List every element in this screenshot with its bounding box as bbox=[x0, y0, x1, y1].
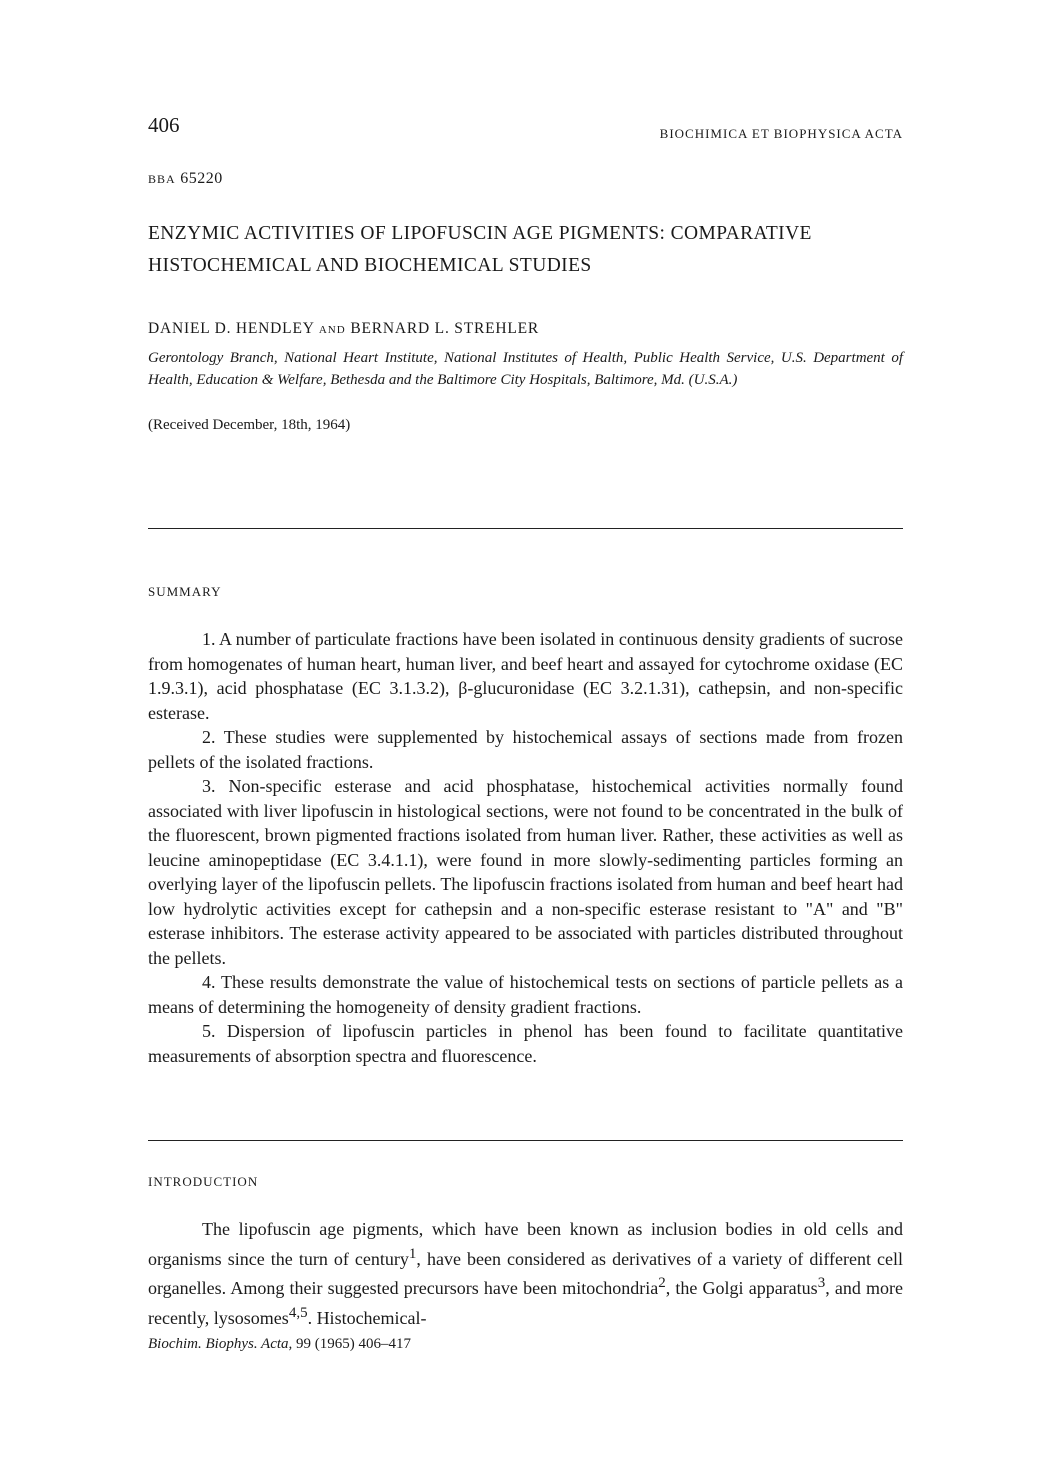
summary-paragraph-4: 4. These results demonstrate the value of histochemical tests on sections of particle pellets as a means of determining the homogeneity of density gradient fractions. bbox=[148, 972, 903, 1017]
authors bbox=[148, 320, 539, 338]
author-1: DANIEL D. HENDLEY bbox=[148, 320, 315, 337]
summary-body bbox=[148, 627, 903, 1068]
article-title: ENZYMIC ACTIVITIES OF LIPOFUSCIN AGE PIGMENTS: COMPARATIVE HISTOCHEMICAL AND BIOCHEMICAL STUDIES bbox=[148, 223, 812, 276]
introduction-paragraph bbox=[148, 1217, 903, 1330]
bba-prefix: BBA bbox=[148, 172, 176, 186]
summary-heading: SUMMARY bbox=[148, 584, 222, 599]
author-2: BERNARD L. STREHLER bbox=[350, 320, 540, 337]
received-date: (Received December, 18th, 1964) bbox=[148, 417, 351, 433]
reference-1: 1 bbox=[408, 1245, 417, 1262]
journal-name: BIOCHIMICA ET BIOPHYSICA ACTA bbox=[659, 126, 903, 141]
intro-text-4: , and more recently, lysosomes bbox=[148, 1278, 903, 1328]
summary-paragraph-3: 3. Non-specific esterase and acid phosphatase, histochemical activities normally found associated with liver lipofuscin in histological sections, were not found to be concentrated in the bulk of the fluorescent, brown pigmented fractions isolated from human liver. Rather, these activities as well as leucine aminopeptidase (EC 3.4.1.1), were found in more slowly-sedimenting particles forming an overlying layer of the lipofuscin pellets. The lipofuscin fractions isolated from human and beef heart had low hydrolytic activities except for cathepsin and a non-specific esterase resistant to "A" and "B" esterase inhibitors. The esterase activity appeared to be associated with particles distributed throughout the pellets. bbox=[148, 776, 903, 968]
author-joiner: AND bbox=[318, 324, 346, 336]
summary-paragraph-2: 2. These studies were supplemented by histochemical assays of sections made from frozen pellets of the isolated fractions. bbox=[148, 727, 903, 772]
intro-text-5: . Histochemical- bbox=[307, 1307, 427, 1328]
page-number: 406 bbox=[148, 113, 180, 137]
introduction-heading: INTRODUCTION bbox=[148, 1174, 259, 1189]
footer-volume: 99 (1965) 406–417 bbox=[296, 1336, 412, 1352]
divider-top bbox=[148, 528, 903, 529]
intro-text-3: , the Golgi apparatus bbox=[665, 1278, 818, 1298]
introduction-body bbox=[148, 1217, 903, 1330]
bba-id bbox=[148, 170, 223, 188]
intro-text-1: The lipofuscin age pigments, which have been known as inclusion bodies in old cells and organisms since the turn of century bbox=[148, 1219, 903, 1269]
summary-paragraph-1: 1. A number of particulate fractions have been isolated in continuous density gradients of sucrose from homogenates of human heart, human liver, and beef heart and assayed for cytochrome oxidase (EC 1.9.3.1), acid phosphatase (EC 3.1.3.2), β-glucuronidase (EC 3.2.1.31), cathepsin, and non-specific esterase. bbox=[148, 629, 903, 723]
intro-text-2: , have been considered as derivatives of a variety of different cell organelles. Among their suggested precursors have been mitochondria bbox=[148, 1248, 903, 1298]
footer-journal: Biochim. Biophys. Acta, bbox=[148, 1336, 293, 1352]
bba-number: 65220 bbox=[180, 170, 223, 187]
affiliation: Gerontology Branch, National Heart Institute, National Institutes of Health, Public Health Service, U.S. Department of Health, Education & Welfare, Bethesda and the Baltimore City Hospitals, Baltimore, Md. (U.S.A.) bbox=[148, 350, 903, 388]
summary-paragraph-5: 5. Dispersion of lipofuscin particles in phenol has been found to facilitate quantitative measurements of absorption spectra and fluorescence. bbox=[148, 1021, 903, 1066]
footer-citation bbox=[148, 1336, 411, 1353]
reference-2: 2 bbox=[658, 1275, 666, 1291]
reference-4-5: 4,5 bbox=[288, 1304, 308, 1321]
reference-3: 3 bbox=[817, 1275, 826, 1291]
divider-bottom bbox=[148, 1140, 903, 1141]
